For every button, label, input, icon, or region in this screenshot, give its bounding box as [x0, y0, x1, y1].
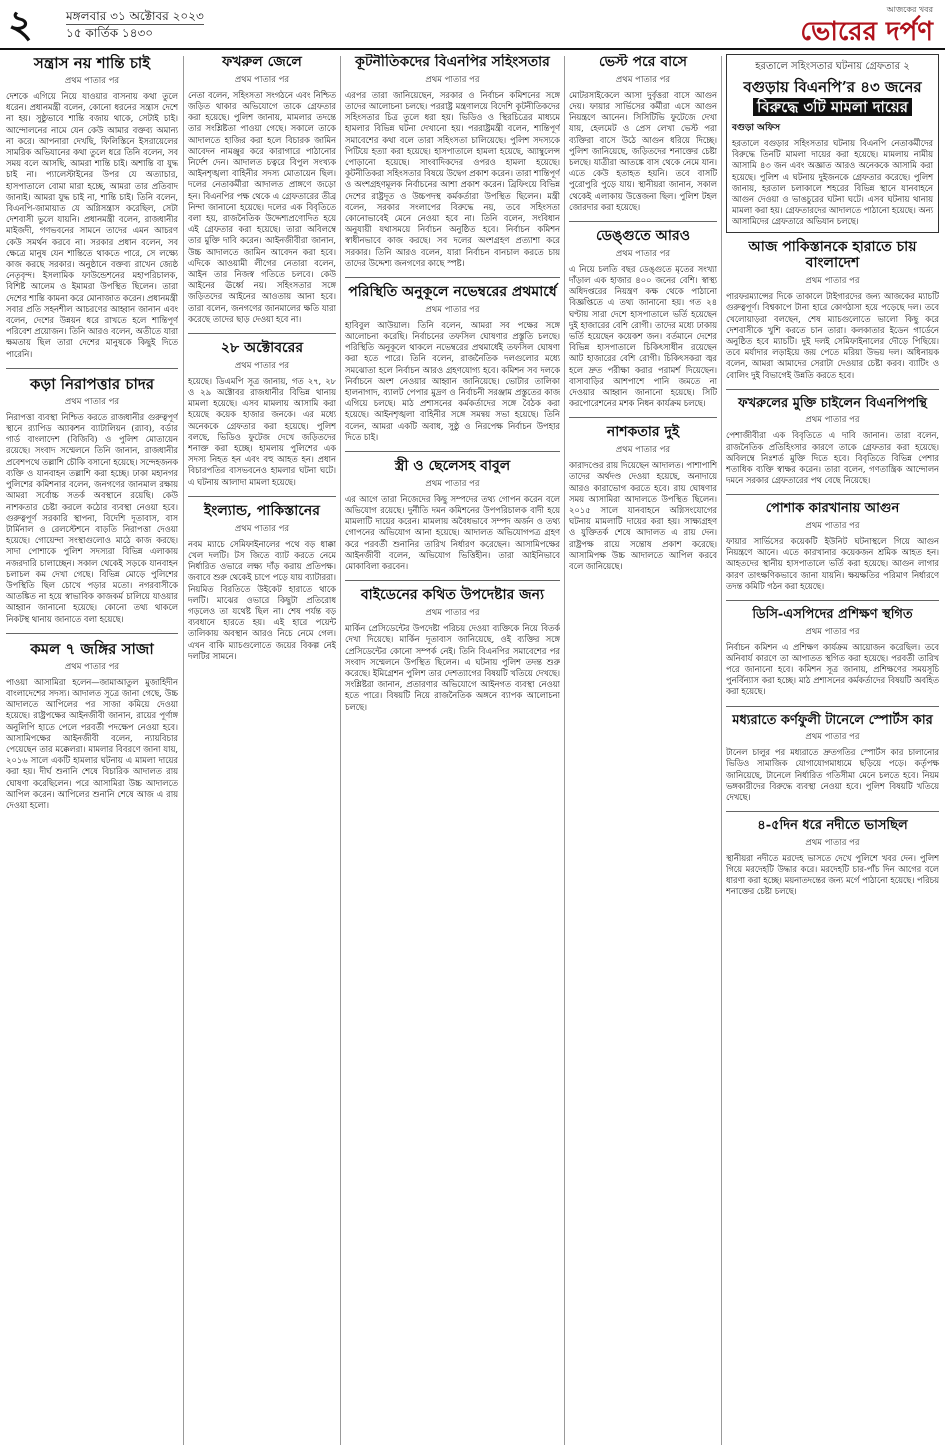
story-headline: ফখরুল জেলে: [222, 54, 302, 70]
story-body: টানেল চালুর পর মধ্যরাতে দ্রুতগতির স্পোর্টস কার চালানোর ভিডিও সামাজিক যোগাযোগমাধ্যমে ছড়িয়ে পড়ে। কর্তৃপক্ষ জানিয়েছে, টানেলে নির্ধারিত গতিসীমা মেনে চলতে হবে। নিয়ম ভঙ্গকারীদের বিরুদ্ধে ব্যবস্থা নেওয়া হবে। পুলিশ বিষয়টি খতিয়ে দেখছে।: [726, 747, 939, 803]
story-body: এর আগে তারা নিজেদের কিছু সম্পদের তথ্য গোপন করেন বলে অভিযোগ রয়েছে। দুর্নীতি দমন কমিশনের উপপরিচালক বাদী হয়ে মামলাটি দায়ের করেন। মামলায় অবৈধভাবে সম্পদ অর্জন ও তথ্য গোপনের অভিযোগ আনা হয়েছে। আদালত অভিযোগপত্র গ্রহণ করে পরবর্তী শুনানির তারিখ নির্ধারণ করেছেন। আসামিপক্ষের আইনজীবী বলেন, অভিযোগ ভিত্তিহীন। তারা আইনিভাবে মোকাবিলা করবেন।: [345, 493, 560, 572]
story-body: এ নিয়ে চলতি বছর ডেঙ্গুতে মৃতের সংখ্যা দাঁড়াল এক হাজার ৪০০ জনের বেশি। স্বাস্থ্য অধিদপ্তরের নিয়ন্ত্রণ কক্ষ থেকে পাঠানো বিজ্ঞপ্তিতে এ তথ্য জানানো হয়। গত ২৪ ঘণ্টায় সারা দেশে হাসপাতালে ভর্তি হয়েছেন দুই হাজারের বেশি রোগী। তাদের মধ্যে ঢাকায় ভর্তি হয়েছেন কয়েকশ জন। বর্তমানে দেশের বিভিন্ন হাসপাতালে চিকিৎসাধীন রয়েছেন আট হাজারের বেশি রোগী। চিকিৎসকরা জ্বর হলে দ্রুত পরীক্ষা করার পরামর্শ দিয়েছেন। বাসাবাড়ির আশপাশে পানি জমতে না দেওয়ার আহ্বান জানানো হয়েছে। সিটি করপোরেশনের মশক নিধন কার্যক্রম চলছে।: [569, 263, 717, 409]
continued-label: প্রথম পাতার পর: [64, 76, 120, 86]
box-headline-line2: [732, 98, 933, 118]
story-dc-sp-training: [726, 607, 939, 698]
story-body: স্থানীয়রা নদীতে মরদেহ ভাসতে দেখে পুলিশে খবর দেন। পুলিশ গিয়ে মরদেহটি উদ্ধার করে। মরদেহটি চার-পাঁচ দিন আগের বলে ধারণা করা হচ্ছে। ময়নাতদন্তের জন্য মর্গে পাঠানো হয়েছে। পরিচয় শনাক্তের চেষ্টা চলছে।: [726, 852, 939, 897]
continued-label: প্রথম পাতার পর: [425, 478, 480, 489]
divider: [6, 633, 178, 634]
story-sabotage: [569, 424, 717, 572]
continued-label: প্রথম পাতার পর: [805, 732, 860, 743]
divider: [726, 494, 939, 495]
date-block: [66, 8, 204, 41]
date-bengali: ১৫ কার্তিক ১৪৩০: [66, 24, 204, 41]
story-body: পারফরম্যান্সের দিকে তাকালে টাইগারদের জন্য আজকের ম্যাচটি গুরুত্বপূর্ণ। বিশ্বকাপে টানা হারে কোণঠাসা হয়ে পড়েছে দল। তবে খেলোয়াড়রা বলছেন, শেষ ম্যাচগুলোতে ভালো কিছু করে দেশবাসীকে খুশি করতে চান তারা। কলকাতার ইডেন গার্ডেনে অনুষ্ঠিত হবে ম্যাচটি। দুই দলই সেমিফাইনালের দৌড়ে পিছিয়ে। তবে মর্যাদার লড়াইয়ে জয় পেতে মরিয়া উভয় দল। অধিনায়ক বলেন, আমরা আমাদের সেরাটা দেওয়ার চেষ্টা করব। ব্যাটিং ও বোলিং দুই বিভাগেই উন্নতি করতে হবে।: [726, 291, 939, 380]
story-body: দেশকে এগিয়ে নিয়ে যাওয়ার বাসনায় কথা তুলে ধরেন। প্রধানমন্ত্রী বলেন, কোনো ধরনের সন্ত্রাস দেশে না হয়। সুষ্ঠুভাবে শান্তি বজায় থাকে, সেটাই চাই। আন্দোলনের নামে যেন কেউ আমার বক্তব্য অমান্য না করে। আপনারা দেখছি, ফিলিস্তিনে ইসরায়েলের সামরিক অভিযানের কথা তুলে ধরে তিনি বলেন, সব সময় বলে আসছি, আমরা শান্তি চাই। অশান্তি বা যুদ্ধ চাই না। প্যালেস্টাইনের উপর যে অত্যাচার, হাসপাতালে বোমা মারা হচ্ছে, আমরা তার প্রতিবাদ জানাই। আমরা যুদ্ধ চাই না, শান্তি চাই। তিনি বলেন, বিএনপি-জামায়াত যে অগ্নিসন্ত্রাস করেছিল, সেটা দেশবাসী ভুলে যায়নি। প্রধানমন্ত্রী বলেন, রাজধানীর মাইজদী, গণভবনের সামনে তাদের এমন আচরণ কেউ সমর্থন করবে না। সরকার প্রধান বলেন, সব ক্ষেত্রে মানুষ যেন শান্তিতে থাকতে পারে, সে লক্ষ্যে কাজ করছে সরকার। অনুষ্ঠানে বক্তব্য রাখেন জ্যেষ্ঠ নেতৃবৃন্দ। ইসলামিক ফাউন্ডেশনের মহাপরিচালক, বিশিষ্ট আলেম ও ইমামরা উপস্থিত ছিলেন। তারা দেশের শান্তি কামনা করে মোনাজাত করেন। প্রধানমন্ত্রী সবার প্রতি সহনশীল আচরণের আহ্বান জানান এবং বলেন, দেশের উন্নয়ন ধরে রাখতে হলে শান্তিপূর্ণ পরিবেশ প্রয়োজন। তিনি আরও বলেন, অতীতে যারা ক্ষমতায় ছিল তারা দেশের মানুষকে কিছুই দিতে পারেনি।: [6, 91, 178, 359]
brand-tagline: আজকের খবর: [886, 5, 933, 14]
story-headline: কড়া নিরাপত্তার চাদর: [30, 374, 154, 393]
story-body: এরপর তারা জানিয়েছেন, সরকার ও নির্বাচন কমিশনের সঙ্গে তাদের আলোচনা চলছে। পররাষ্ট্র মন্ত্রণালয়ে বিদেশি কূটনীতিকদের সহিংসতার চিত্র তুলে ধরা হয়। ভিডিও ও স্থিরচিত্রের মাধ্যমে হামলার বিভিন্ন ঘটনা দেখানো হয়। পররাষ্ট্রমন্ত্রী বলেন, শান্তিপূর্ণ সমাবেশের কথা বলে তারা সহিংসতা চালিয়েছে। পুলিশ সদস্যকে পিটিয়ে হত্যা করা হয়েছে। হাসপাতালে হামলা হয়েছে, অ্যাম্বুলেন্স পোড়ানো হয়েছে। সাংবাদিকদের ওপরও হামলা হয়েছে। কূটনীতিকরা সহিংসতার বিষয়ে উদ্বেগ প্রকাশ করেন। তারা শান্তিপূর্ণ ও অংশগ্রহণমূলক নির্বাচনের আশা প্রকাশ করেন। ব্রিফিংয়ে বিভিন্ন দেশের রাষ্ট্রদূত ও উচ্চপদস্থ কর্মকর্তারা উপস্থিত ছিলেন। মন্ত্রী বলেন, সরকার সংলাপের বিরুদ্ধে নয়, তবে সহিংসতা কোনোভাবেই মেনে নেওয়া হবে না। তিনি বলেন, সংবিধান অনুযায়ী যথাসময়ে নির্বাচন অনুষ্ঠিত হবে। নির্বাচন কমিশন স্বাধীনভাবে কাজ করছে। সব দলের অংশগ্রহণ প্রত্যাশা করে সরকার। তিনি আরও বলেন, যারা নির্বাচন বানচাল করতে চায় তাদের উদ্দেশ্য জনগণের কাছে স্পষ্ট।: [345, 89, 560, 268]
box-kicker: হরতালে সহিংসতার ঘটনায় গ্রেফতার ২: [755, 61, 910, 72]
story-headline: কূটনীতিকদের বিএনপির সহিংসতার: [355, 54, 550, 70]
story-headline: স্ত্রী ও ছেলেসহ বাবুল: [394, 458, 511, 475]
story-garment-fire: [726, 501, 939, 592]
divider: [569, 417, 717, 418]
story-diplomats: [345, 54, 560, 269]
story-body: মোটরসাইকেলে আসা দুর্বৃত্তরা বাসে আগুন দেয়। ফায়ার সার্ভিসের কর্মীরা এসে আগুন নিয়ন্ত্রণে আনেন। সিসিটিভি ফুটেজে দেখা যায়, হেলমেট ও প্রেস লেখা ভেস্ট পরা ব্যক্তিরা বাসে উঠে আগুন ধরিয়ে দিচ্ছে। পুলিশ জানিয়েছে, জড়িতদের শনাক্তের চেষ্টা চলছে। যাত্রীরা আতঙ্কে বাস থেকে নেমে যান। এতে কেউ হতাহত হয়নি। তবে বাসটি পুরোপুরি পুড়ে যায়। স্থানীয়রা জানান, সকাল থেকেই এলাকায় উত্তেজনা ছিল। পুলিশ টহল জোরদার করা হয়েছে।: [569, 89, 717, 212]
story-headline: ২৮ অক্টোবরের: [220, 340, 304, 357]
continued-label: প্রথম পাতার পর: [64, 661, 120, 672]
story-security: [6, 375, 178, 625]
story-body: নিরাপত্তা ব্যবস্থা নিশ্চিত করতে রাজধানীর গুরুত্বপূর্ণ স্থানে র‌্যাপিড অ্যাকশন ব্যাটালিয়ন (র‌্যাব), বর্ডার গার্ড বাংলাদেশ (বিজিবি) ও পুলিশ মোতায়েন রয়েছে। সংবাদ সম্মেলনে তিনি জানান, রাজধানীর প্রবেশপথে তল্লাশি চৌকি বসানো হয়েছে। সন্দেহজনক ব্যক্তি ও যানবাহন তল্লাশি করা হচ্ছে। ঢাকা মহানগর পুলিশের কমিশনার বলেন, জনগণের জানমাল রক্ষায় আমরা সর্বোচ্চ সতর্ক অবস্থানে রয়েছি। কেউ নাশকতার চেষ্টা করলে কঠোর ব্যবস্থা নেওয়া হবে। গুরুত্বপূর্ণ সরকারি স্থাপনা, বিদেশি দূতাবাস, বাস টার্মিনাল ও রেলস্টেশনে বাড়তি নিরাপত্তা দেওয়া হয়েছে। গোয়েন্দা সংস্থাগুলোও মাঠে কাজ করছে। সাদা পোশাকে পুলিশ সদস্যরা বিভিন্ন এলাকায় নজরদারি চালাচ্ছেন। সকাল থেকেই সড়কে যানবাহন চলাচল কম দেখা গেছে। বিভিন্ন মোড়ে পুলিশের উপস্থিতি ছিল চোখে পড়ার মতো। নগরবাসীকে আতঙ্কিত না হয়ে স্বাভাবিক কাজকর্ম চালিয়ে যাওয়ার আহ্বান জানানো হয়েছে। কোনো তথ্য থাকলে নিকটস্থ থানায় জানাতে বলা হয়েছে।: [6, 411, 178, 624]
continued-label: প্রথম পাতার পর: [234, 74, 290, 85]
divider: [726, 389, 939, 390]
brand-logo: [800, 4, 933, 47]
divider: [569, 221, 717, 222]
story-body: পেশাজীবীরা এক বিবৃতিতে এ দাবি জানান। তারা বলেন, রাজনৈতিক প্রতিহিংসার কারণে তাকে গ্রেফতার করা হয়েছে। অবিলম্বে নিঃশর্ত মুক্তি দিতে হবে। বিবৃতিতে বিভিন্ন পেশার শতাধিক ব্যক্তি স্বাক্ষর করেন। তারা বলেন, গণতান্ত্রিক আন্দোলন দমনে সরকার গ্রেফতারের পথ বেছে নিয়েছে।: [726, 430, 939, 486]
story-november: [345, 284, 560, 443]
story-body: হয়েছে। ডিএমপি সূত্র জানায়, গত ২৭, ২৮ ও ২৯ অক্টোবর রাজধানীর বিভিন্ন থানায় মামলা হয়েছে। এসব মামলায় আসামি করা হয়েছে কয়েক হাজার জনকে। এর মধ্যে অনেককে গ্রেফতার করা হয়েছে। পুলিশ বলছে, ভিডিও ফুটেজ দেখে জড়িতদের শনাক্ত করা হচ্ছে। হামলায় পুলিশের এক সদস্য নিহত হন এবং বহু আহত হন। প্রধান বিচারপতির বাসভবনেও হামলার ঘটনা ঘটে। এ ঘটনায় আলাদা মামলা হয়েছে।: [188, 375, 336, 487]
divider: [345, 580, 560, 581]
story-oct-28: [188, 340, 336, 488]
story-fakhrul-release: [726, 396, 939, 487]
story-body: ফায়ার সার্ভিসের কয়েকটি ইউনিট ঘটনাস্থলে গিয়ে আগুন নিয়ন্ত্রণে আনে। এতে কারখানার কয়েকজন শ্রমিক আহত হন। আহতদের স্থানীয় হাসপাতালে ভর্তি করা হয়েছে। আগুন লাগার কারণ তাৎক্ষণিকভাবে জানা যায়নি। ক্ষয়ক্ষতির পরিমাণ নির্ধারণে তদন্ত কমিটি গঠন করা হয়েছে।: [726, 536, 939, 591]
story-body: মার্কিন প্রেসিডেন্টের উপদেষ্টা পরিচয় দেওয়া ব্যক্তিকে নিয়ে বিতর্ক দেখা দিয়েছে। মার্কিন দূতাবাস জানিয়েছে, ওই ব্যক্তির সঙ্গে প্রেসিডেন্টের কোনো সম্পর্ক নেই। তিনি বিএনপির সমাবেশের পর সংবাদ সম্মেলনে উপস্থিত ছিলেন। এ ঘটনায় পুলিশ তদন্ত শুরু করেছে। ইমিগ্রেশন পুলিশ তার দেশত্যাগের বিষয়টি খতিয়ে দেখছে। সংশ্লিষ্টরা জানান, প্রতারণার অভিযোগে আইনগত ব্যবস্থা নেওয়া হতে পারে। বিষয়টি নিয়ে রাজনৈতিক অঙ্গনে ব্যাপক আলোচনা চলছে।: [345, 623, 560, 712]
story-headline: নাশকতার দুই: [606, 424, 680, 441]
story-headline: বাইডেনের কথিত উপদেষ্টার জন্য: [360, 587, 545, 604]
column-4: [569, 54, 717, 1445]
story-vest-bus: [569, 54, 717, 213]
column-5: [726, 54, 939, 1445]
story-headline: ইংল্যান্ড, পাকিস্তানের: [204, 502, 320, 519]
story-headline: ভেস্ট পরে বাসে: [598, 54, 688, 70]
column-rule: [721, 56, 722, 1445]
story-body: কারাদণ্ডের রায় দিয়েছেন আদালত। পাশাপাশি তাদের অর্থদণ্ড দেওয়া হয়েছে, অনাদায়ে আরও কারাভোগ করতে হবে। রায় ঘোষণার সময় আসামিরা আদালতে উপস্থিত ছিলেন। ২০১৫ সালে যানবাহনে অগ্নিসংযোগের ঘটনায় মামলাটি দায়ের করা হয়। সাক্ষ্যগ্রহণ ও যুক্তিতর্ক শেষে আদালত এ রায় দেন। রাষ্ট্রপক্ষ রায়ে সন্তোষ প্রকাশ করেছে। আসামিপক্ষ উচ্চ আদালতে আপিল করবে বলে জানিয়েছে।: [569, 460, 717, 572]
box-headline-text: বিরুদ্ধে ৩টি মামলা দায়ের: [753, 98, 912, 116]
box-headline-line1: [732, 78, 933, 98]
story-headline: ৪-৫দিন ধরে নদীতে ভাসছিল: [757, 818, 908, 834]
continued-label: প্রথম পাতার পর: [425, 304, 480, 315]
lead-box-bogura: [726, 54, 939, 233]
story-pakistan-match: [726, 239, 939, 381]
continued-label: প্রথম পাতার পর: [64, 396, 120, 407]
continued-label: প্রথম পাতার পর: [805, 837, 860, 848]
story-tunnel-car: [726, 713, 939, 804]
continued-label: প্রথম পাতার পর: [805, 521, 860, 532]
continued-label: প্রথম পাতার পর: [425, 74, 480, 85]
continued-label: প্রথম পাতার পর: [425, 608, 480, 619]
story-body: হরতালে বগুড়ার সহিংসতার ঘটনায় বিএনপি নেতাকর্মীদের বিরুদ্ধে তিনটি মামলা দায়ের করা হয়েছে। মামলায় নামীয় আসামি ৪৩ জন এবং অজ্ঞাত আরও অনেককে আসামি করা হয়েছে। পুলিশ এ ঘটনায় দুইজনকে গ্রেফতার করেছে। পুলিশ জানায়, হরতাল চলাকালে শহরের বিভিন্ন স্থানে যানবাহনে আগুন দেওয়া ও ভাঙচুরের ঘটনা ঘটে। এসব ঘটনায় থানায় মামলা করা হয়। গ্রেফতারদের আদালতে পাঠানো হয়েছে। অন্য আসামিদের গ্রেফতারে অভিযান চলছে।: [732, 138, 933, 227]
column-rule: [340, 56, 341, 1445]
column-1: [6, 54, 178, 1445]
continued-label: প্রথম পাতার পর: [234, 360, 290, 371]
story-fakhrul-jail: [188, 54, 336, 325]
story-dengue: [569, 228, 717, 409]
story-militants: [6, 640, 178, 811]
column-2: [188, 54, 336, 1445]
story-headline: পোশাক কারখানায় আগুন: [765, 501, 900, 517]
story-england-pakistan: [188, 503, 336, 662]
story-headline: ডেঙ্গুতে আরও: [595, 228, 690, 245]
divider: [188, 333, 336, 334]
divider: [726, 706, 939, 707]
masthead: [0, 0, 945, 50]
column-3: [345, 54, 560, 1445]
continued-label: প্রথম পাতার পর: [615, 248, 671, 259]
story-body: নেতা বলেন, সহিংসতা সংগঠনে এবং নিশ্চিত জড়িত থাকার অভিযোগে তাকে গ্রেফতার করা হয়েছে। পুলিশ জানায়, মামলার তদন্তে তার সংশ্লিষ্টতা পাওয়া গেছে। সকালে তাকে আদালতে হাজির করা হলে বিচারক জামিন আবেদন নামঞ্জুর করে কারাগারে পাঠানোর নির্দেশ দেন। আদালত চত্বরে বিপুল সংখ্যক আইনশৃঙ্খলা বাহিনীর সদস্য মোতায়েন ছিল। দলের নেতাকর্মীরা আদালত প্রাঙ্গণে জড়ো হন। বিএনপির পক্ষ থেকে এ গ্রেফতারের তীব্র নিন্দা জানানো হয়েছে। দলের এক বিবৃতিতে বলা হয়, রাজনৈতিক উদ্দেশ্যপ্রণোদিত হয়ে এই গ্রেফতার করা হয়েছে। তারা অবিলম্বে তার মুক্তি দাবি করেন। আইনজীবীরা জানান, উচ্চ আদালতে জামিন আবেদন করা হবে। এদিকে আওয়ামী লীগের নেতারা বলেন, আইন তার নিজস্ব গতিতে চলবে। কেউ আইনের ঊর্ধ্বে নয়। সহিংসতার সঙ্গে জড়িতদের আইনের আওতায় আনা হবে। তারা বলেন, জনগণের জানমালের ক্ষতি যারা করেছে তাদের ছাড় দেওয়া হবে না।: [188, 89, 336, 324]
brand-name: ভোরের দর্পণ: [800, 17, 933, 47]
byline: বগুড়া অফিস: [732, 123, 781, 133]
divider: [726, 811, 939, 812]
continued-label: প্রথম পাতার পর: [805, 276, 860, 287]
divider: [188, 496, 336, 497]
continued-label: প্রথম পাতার পর: [234, 523, 290, 534]
box-headline-text: বগুড়ায় বিএনপি’র ৪৩ জনের: [743, 78, 922, 96]
story-headline: ফখরুলের মুক্তি চাইলেন বিএনপিপন্থি: [738, 395, 927, 411]
story-headline: মধ্যরাতে কর্ণফুলী টানেলে স্পোর্টস কার: [732, 712, 933, 728]
continued-label: প্রথম পাতার পর: [615, 445, 671, 456]
column-rule: [564, 56, 565, 1445]
continued-label: প্রথম পাতার পর: [805, 626, 860, 637]
story-headline: ডিসি-এসপিদের প্রশিক্ষণ স্থগিত: [752, 607, 913, 623]
divider: [726, 600, 939, 601]
story-headline: আজ পাকিস্তানকে হারাতে চায় বাংলাদেশ: [748, 238, 917, 272]
story-headline: কমল ৭ জঙ্গির সাজা: [30, 639, 154, 658]
date-gregorian: মঙ্গলবার ৩১ অক্টোবর ২০২৩: [66, 9, 204, 23]
divider: [345, 451, 560, 452]
story-headline: সন্ত্রাস নয় শান্তি চাই: [33, 54, 151, 72]
column-rule: [183, 56, 184, 1445]
divider: [6, 368, 178, 369]
story-headline: পরিস্থিতি অনুকূলে নভেম্বরের প্রথমার্ধে: [348, 284, 557, 301]
story-peace: [6, 54, 178, 360]
page-number: ২: [8, 1, 33, 46]
continued-label: প্রথম পাতার পর: [805, 415, 860, 426]
continued-label: প্রথম পাতার পর: [615, 74, 671, 85]
story-babul: [345, 458, 560, 572]
story-river-body: [726, 818, 939, 897]
divider: [345, 277, 560, 278]
story-body: নির্বাচন কমিশন এ প্রশিক্ষণ কার্যক্রম আয়োজন করেছিল। তবে অনিবার্য কারণে তা আপাতত স্থগিত করা হয়েছে। পরবর্তী তারিখ পরে জানানো হবে। কমিশন সূত্র জানায়, প্রশিক্ষণের সময়সূচি পুনর্বিন্যাস করা হচ্ছে। মাঠ প্রশাসনের কর্মকর্তাদের বিষয়টি অবহিত করা হয়েছে।: [726, 641, 939, 697]
story-body: পাওয়া আসামিরা হলেন—জামাআতুল মুজাহিদীন বাংলাদেশের সদস্য। আদালত সূত্রে জানা গেছে, উচ্চ আদালতে আপিলের পর সাজা কমিয়ে দেওয়া হয়েছে। রাষ্ট্রপক্ষের আইনজীবী জানান, রায়ের পূর্ণাঙ্গ অনুলিপি হাতে পেলে পরবর্তী পদক্ষেপ নেওয়া হবে। আসামিপক্ষের আইনজীবী বলেন, ন্যায়বিচার পেয়েছেন তার মক্কেলরা। মামলার বিবরণে জানা যায়, ২০১৬ সালে একটি হামলার ঘটনায় এ মামলা দায়ের করা হয়। দীর্ঘ শুনানি শেষে বিচারিক আদালত রায় ঘোষণা করেছিলেন। পরে আসামিরা উচ্চ আদালতে আপিল করেন। আপিলের শুনানি শেষে আজ এ রায় দেওয়া হলো।: [6, 676, 178, 810]
story-biden-adviser: [345, 587, 560, 712]
story-body: নবম ম্যাচে সেমিফাইনালের পথে বড় ধাক্কা খেল দলটি। টস জিতে ব্যাট করতে নেমে নির্ধারিত ওভারে লক্ষ্য দাঁড় করায় প্রতিপক্ষ। জবাবে শুরু থেকেই চাপে পড়ে যায় ব্যাটাররা। নিয়মিত বিরতিতে উইকেট হারাতে থাকে দলটি। মাঝের ওভারে কিছুটা প্রতিরোধ গড়লেও তা যথেষ্ট ছিল না। শেষ পর্যন্ত বড় ব্যবধানে হারতে হয়। এই হারে পয়েন্ট তালিকায় অবস্থান আরও নিচে নেমে গেল। এখন বাকি ম্যাচগুলোতে জয়ের বিকল্প নেই দলটির সামনে।: [188, 538, 336, 661]
story-body: হাবিবুল আউয়াল। তিনি বলেন, আমরা সব পক্ষের সঙ্গে আলোচনা করেছি। নির্বাচনের তফসিল ঘোষণার প্রস্তুতি চলছে। পরিস্থিতি অনুকূলে থাকলে নভেম্বরের প্রথমার্ধেই তফসিল ঘোষণা করা হতে পারে। তিনি বলেন, রাজনৈতিক দলগুলোর মধ্যে সমঝোতা হলে নির্বাচন আরও গ্রহণযোগ্য হবে। কমিশন সব দলকে নির্বাচনে অংশ নেওয়ার আহ্বান জানিয়েছে। ভোটার তালিকা হালনাগাদ, ব্যালট পেপার মুদ্রণ ও নির্বাচনী সরঞ্জাম প্রস্তুতের কাজ এগিয়ে চলছে। মাঠ প্রশাসনের কর্মকর্তাদের সঙ্গে বৈঠক করা হয়েছে। আইনশৃঙ্খলা বাহিনীর সঙ্গে সমন্বয় সভা হয়েছে। তিনি বলেন, আমরা একটি অবাধ, সুষ্ঠু ও নিরপেক্ষ নির্বাচন উপহার দিতে চাই।: [345, 319, 560, 442]
